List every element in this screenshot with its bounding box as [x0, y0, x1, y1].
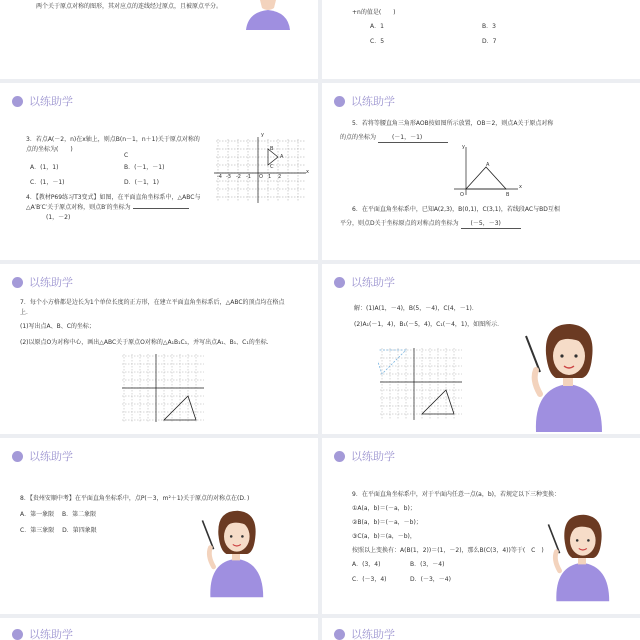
answer-line1: 解：(1)A(1，－4)，B(5，－4)，C(4，－1)． — [354, 305, 478, 312]
q5-line2-text: 的点的坐标为 — [340, 134, 377, 141]
teacher-illustration — [542, 504, 622, 604]
axis-tick-neg4: -4 — [217, 174, 222, 180]
header-title: 以练助学 — [29, 450, 73, 463]
q7-line4: (2)以原点O为对称中心，画出△ABC关于原点O对称的△A₁B₁C₁，并写出点A₁、B₁、C₁的坐标. — [20, 339, 269, 346]
point-a-label: A — [280, 154, 284, 160]
teacher-illustration — [236, 0, 300, 30]
q9-option-b: B．(3，－4) — [410, 561, 445, 568]
q8-option-a: A．第一象限 — [20, 511, 55, 518]
slide-header — [334, 93, 395, 109]
answer-line2: (2)A₁(－1，4)，B₁(－5，4)，C₁(－4，1)，如图所示． — [354, 321, 504, 328]
q-end-line: +n的值是( ) — [352, 9, 396, 16]
q9-transform-2: ②B(a，b)＝(－a，－b)； — [352, 519, 422, 526]
slide-7 — [0, 438, 318, 614]
q3-option-d: D．(－1，1) — [124, 179, 159, 186]
slide-4 — [322, 83, 640, 260]
q7-line3: (1)写出点A、B、C的坐标； — [20, 323, 95, 330]
q9-option-d: D．(－3，－4) — [410, 576, 451, 583]
q6-line2 — [340, 219, 521, 229]
header-title: 以练助学 — [29, 628, 73, 640]
axis-tick-neg1: -1 — [246, 174, 251, 180]
header-title: 以练助学 — [351, 276, 395, 289]
q3-line1: 3．若点A(－2，n)在x轴上，则点B(n－1，n＋1)关于原点对称的 — [26, 136, 200, 143]
header-dot-icon — [334, 277, 345, 288]
q7-line2: 上． — [20, 309, 33, 316]
q3-option-b: B．(－1，－1) — [124, 164, 165, 171]
q4-grid-figure — [212, 135, 310, 205]
q4-answer: (1，－2) — [46, 214, 71, 221]
slide1-text: 两个关于原点对称的图形，其对应点的连线经过原点，且被原点平分。 — [36, 3, 223, 10]
teacher-illustration — [196, 500, 276, 600]
slide-3 — [0, 83, 318, 260]
q9-transform-1: ①A(a，b)＝(－a，b)； — [352, 505, 416, 512]
q3-option-a: A．(1，1) — [30, 164, 59, 171]
slide-header — [334, 626, 395, 640]
answer-grid-figure — [378, 346, 464, 422]
slide-2 — [322, 0, 640, 79]
slide-9 — [0, 618, 318, 640]
fig-a-label: A — [486, 162, 490, 168]
header-dot-icon — [12, 96, 23, 107]
slide-header — [12, 626, 73, 640]
q5-triangle-figure — [452, 145, 522, 197]
q5-answer: (－1，－1) — [391, 134, 423, 141]
header-title: 以练助学 — [351, 450, 395, 463]
slide-10 — [322, 618, 640, 640]
q9-option-c: C．(－3，4) — [352, 576, 387, 583]
teacher-illustration — [518, 314, 618, 432]
q5-line2 — [340, 133, 448, 143]
header-title: 以练助学 — [29, 276, 73, 289]
q3-option-c: C．(1，－1) — [30, 179, 65, 186]
slide-header — [12, 274, 73, 290]
q7-line1: 7．每个小方格都是边长为1个单位长度的正方形，在建立平面直角坐标系后，△ABC的顶点均在格点 — [20, 299, 285, 306]
slide-header — [334, 448, 395, 464]
slide-8 — [322, 438, 640, 614]
q6-answer: (－5，－3) — [470, 220, 501, 227]
header-title: 以练助学 — [351, 628, 395, 640]
header-dot-icon — [334, 451, 345, 462]
option-c: C．5 — [370, 38, 385, 45]
axis-tick-1: 1 — [268, 174, 272, 180]
axis-x-label: x — [306, 169, 309, 175]
header-dot-icon — [12, 629, 23, 640]
axis-origin: O — [259, 174, 263, 180]
q8-option-d: D．第四象限 — [62, 527, 97, 534]
fig-b-label: B — [506, 192, 510, 198]
q8-option-c: C．第三象限 — [20, 527, 55, 534]
q4-line1: 4．【教材P69练习T3变式】如图，在平面直角坐标系中，△ABC与 — [26, 194, 201, 201]
q7-grid-figure — [120, 352, 206, 424]
slide-6 — [322, 264, 640, 434]
q8-line1: 8．【贵州安顺中考】在平面直角坐标系中，点P(－3，m²＋1)关于原点的对称点在(D．) — [20, 495, 250, 502]
header-dot-icon — [334, 629, 345, 640]
q4-line2 — [26, 203, 189, 212]
option-b: B．3 — [482, 23, 496, 30]
header-title: 以练助学 — [351, 95, 395, 108]
q9-line5: 按照以上变换有：A(B(1，2))＝(1，－2)，那么B(C(3，4))等于( C ) — [352, 547, 544, 554]
slide-5 — [0, 264, 318, 434]
q9-option-a: A．(3，4) — [352, 561, 381, 568]
q3-line2: 点的坐标为( ) — [26, 146, 73, 153]
q3-answer: C — [124, 152, 129, 159]
fig-o-label: O — [460, 192, 464, 198]
slide-1 — [0, 0, 318, 79]
header-title: 以练助学 — [29, 95, 73, 108]
header-dot-icon — [12, 451, 23, 462]
slide-header — [334, 274, 395, 290]
option-a: A．1 — [370, 23, 384, 30]
slide-header — [12, 448, 73, 464]
q9-transform-3: ③C(a，b)＝(a，－b)， — [352, 533, 416, 540]
slide-header — [12, 93, 73, 109]
fig-y-label: y — [462, 144, 465, 150]
header-dot-icon — [334, 96, 345, 107]
axis-tick-2: 2 — [278, 174, 282, 180]
q8-option-b: B．第二象限 — [62, 511, 97, 518]
q5-line1: 5．若将等腰直角三角形AOB按如图所示放置，OB＝2，则点A关于原点对称 — [352, 120, 554, 127]
header-dot-icon — [12, 277, 23, 288]
point-b-label: B — [270, 146, 274, 152]
q4-line2-text: △A′B′C′关于原点对称，则点B′的坐标为 — [26, 204, 131, 211]
q8-option-row2 — [20, 526, 97, 535]
axis-tick-neg2: -2 — [236, 174, 241, 180]
axis-y-label: y — [261, 132, 264, 138]
point-c-label: C — [270, 164, 274, 170]
q6-line1: 6．在平面直角坐标系中，已知A(2,3)，B(0,1)，C(3,1)，若线段AC与BD互相 — [352, 206, 560, 213]
fig-x-label: x — [519, 184, 522, 190]
q9-line1: 9．在平面直角坐标系中，对于平面内任意一点(a，b)，若规定以下三种变换： — [352, 491, 560, 498]
q8-option-row1 — [20, 510, 96, 519]
axis-tick-neg3: -3 — [226, 174, 231, 180]
option-d: D．7 — [482, 38, 497, 45]
q6-line2-text: 平分，则点D关于坐标原点的对称点的坐标为 — [340, 220, 459, 227]
